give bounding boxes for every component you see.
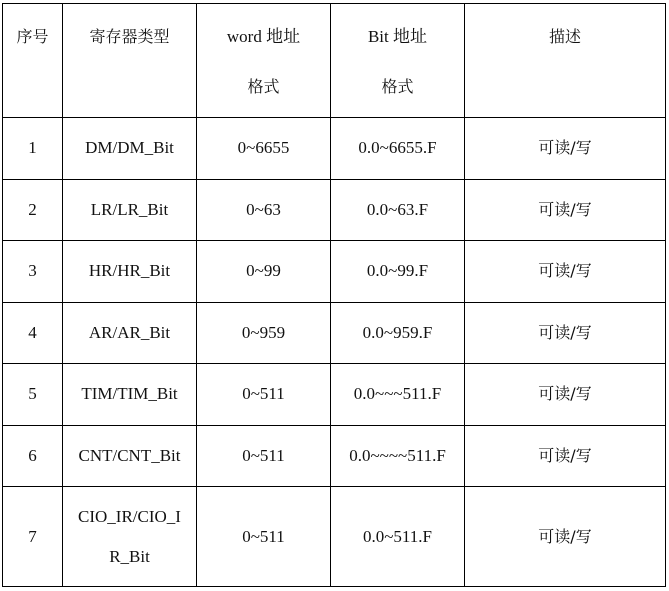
table-row bbox=[3, 241, 666, 303]
cell-register-type: TIM/TIM_Bit bbox=[63, 364, 197, 426]
cell-register-type: DM/DM_Bit bbox=[63, 118, 197, 180]
cell-register-type-line1: CIO_IR/CIO_I bbox=[78, 506, 181, 526]
cell-index: 7 bbox=[3, 487, 63, 587]
cell-description: 可读/写 bbox=[465, 302, 666, 364]
cell-bit-address: 0.0~99.F bbox=[331, 241, 465, 303]
cell-word-address: 0~959 bbox=[197, 302, 331, 364]
cell-index: 3 bbox=[3, 241, 63, 303]
cell-register-type-line2: R_Bit bbox=[109, 546, 150, 566]
cell-register-type: AR/AR_Bit bbox=[63, 302, 197, 364]
cell-register-type bbox=[63, 487, 197, 587]
cell-word-address: 0~511 bbox=[197, 425, 331, 487]
cell-description: 可读/写 bbox=[465, 118, 666, 180]
cell-word-address: 0~63 bbox=[197, 179, 331, 241]
cell-bit-address: 0.0~6655.F bbox=[331, 118, 465, 180]
header-index: 序号 bbox=[3, 4, 63, 118]
cell-register-type: HR/HR_Bit bbox=[63, 241, 197, 303]
cell-word-address: 0~511 bbox=[197, 364, 331, 426]
cell-index: 2 bbox=[3, 179, 63, 241]
cell-register-type: CNT/CNT_Bit bbox=[63, 425, 197, 487]
register-table bbox=[2, 3, 666, 587]
cell-bit-address: 0.0~63.F bbox=[331, 179, 465, 241]
table-row bbox=[3, 302, 666, 364]
cell-index: 4 bbox=[3, 302, 63, 364]
cell-description: 可读/写 bbox=[465, 487, 666, 587]
cell-word-address: 0~99 bbox=[197, 241, 331, 303]
cell-index: 5 bbox=[3, 364, 63, 426]
cell-description: 可读/写 bbox=[465, 241, 666, 303]
cell-description: 可读/写 bbox=[465, 425, 666, 487]
table-row bbox=[3, 118, 666, 180]
table-row bbox=[3, 364, 666, 426]
cell-index: 1 bbox=[3, 118, 63, 180]
cell-description: 可读/写 bbox=[465, 364, 666, 426]
cell-index: 6 bbox=[3, 425, 63, 487]
cell-bit-address: 0.0~511.F bbox=[331, 487, 465, 587]
table-row bbox=[3, 425, 666, 487]
cell-register-type: LR/LR_Bit bbox=[63, 179, 197, 241]
cell-bit-address: 0.0~~~511.F bbox=[331, 364, 465, 426]
header-description: 描述 bbox=[465, 4, 666, 118]
header-word-address: word 地址 格式 bbox=[197, 4, 331, 118]
cell-bit-address: 0.0~~~~511.F bbox=[331, 425, 465, 487]
cell-description: 可读/写 bbox=[465, 179, 666, 241]
table-row bbox=[3, 179, 666, 241]
cell-word-address: 0~511 bbox=[197, 487, 331, 587]
cell-word-address: 0~6655 bbox=[197, 118, 331, 180]
table-row bbox=[3, 487, 666, 587]
table-header-row bbox=[3, 4, 666, 118]
header-register-type: 寄存器类型 bbox=[63, 4, 197, 118]
cell-bit-address: 0.0~959.F bbox=[331, 302, 465, 364]
header-bit-address: Bit 地址 格式 bbox=[331, 4, 465, 118]
